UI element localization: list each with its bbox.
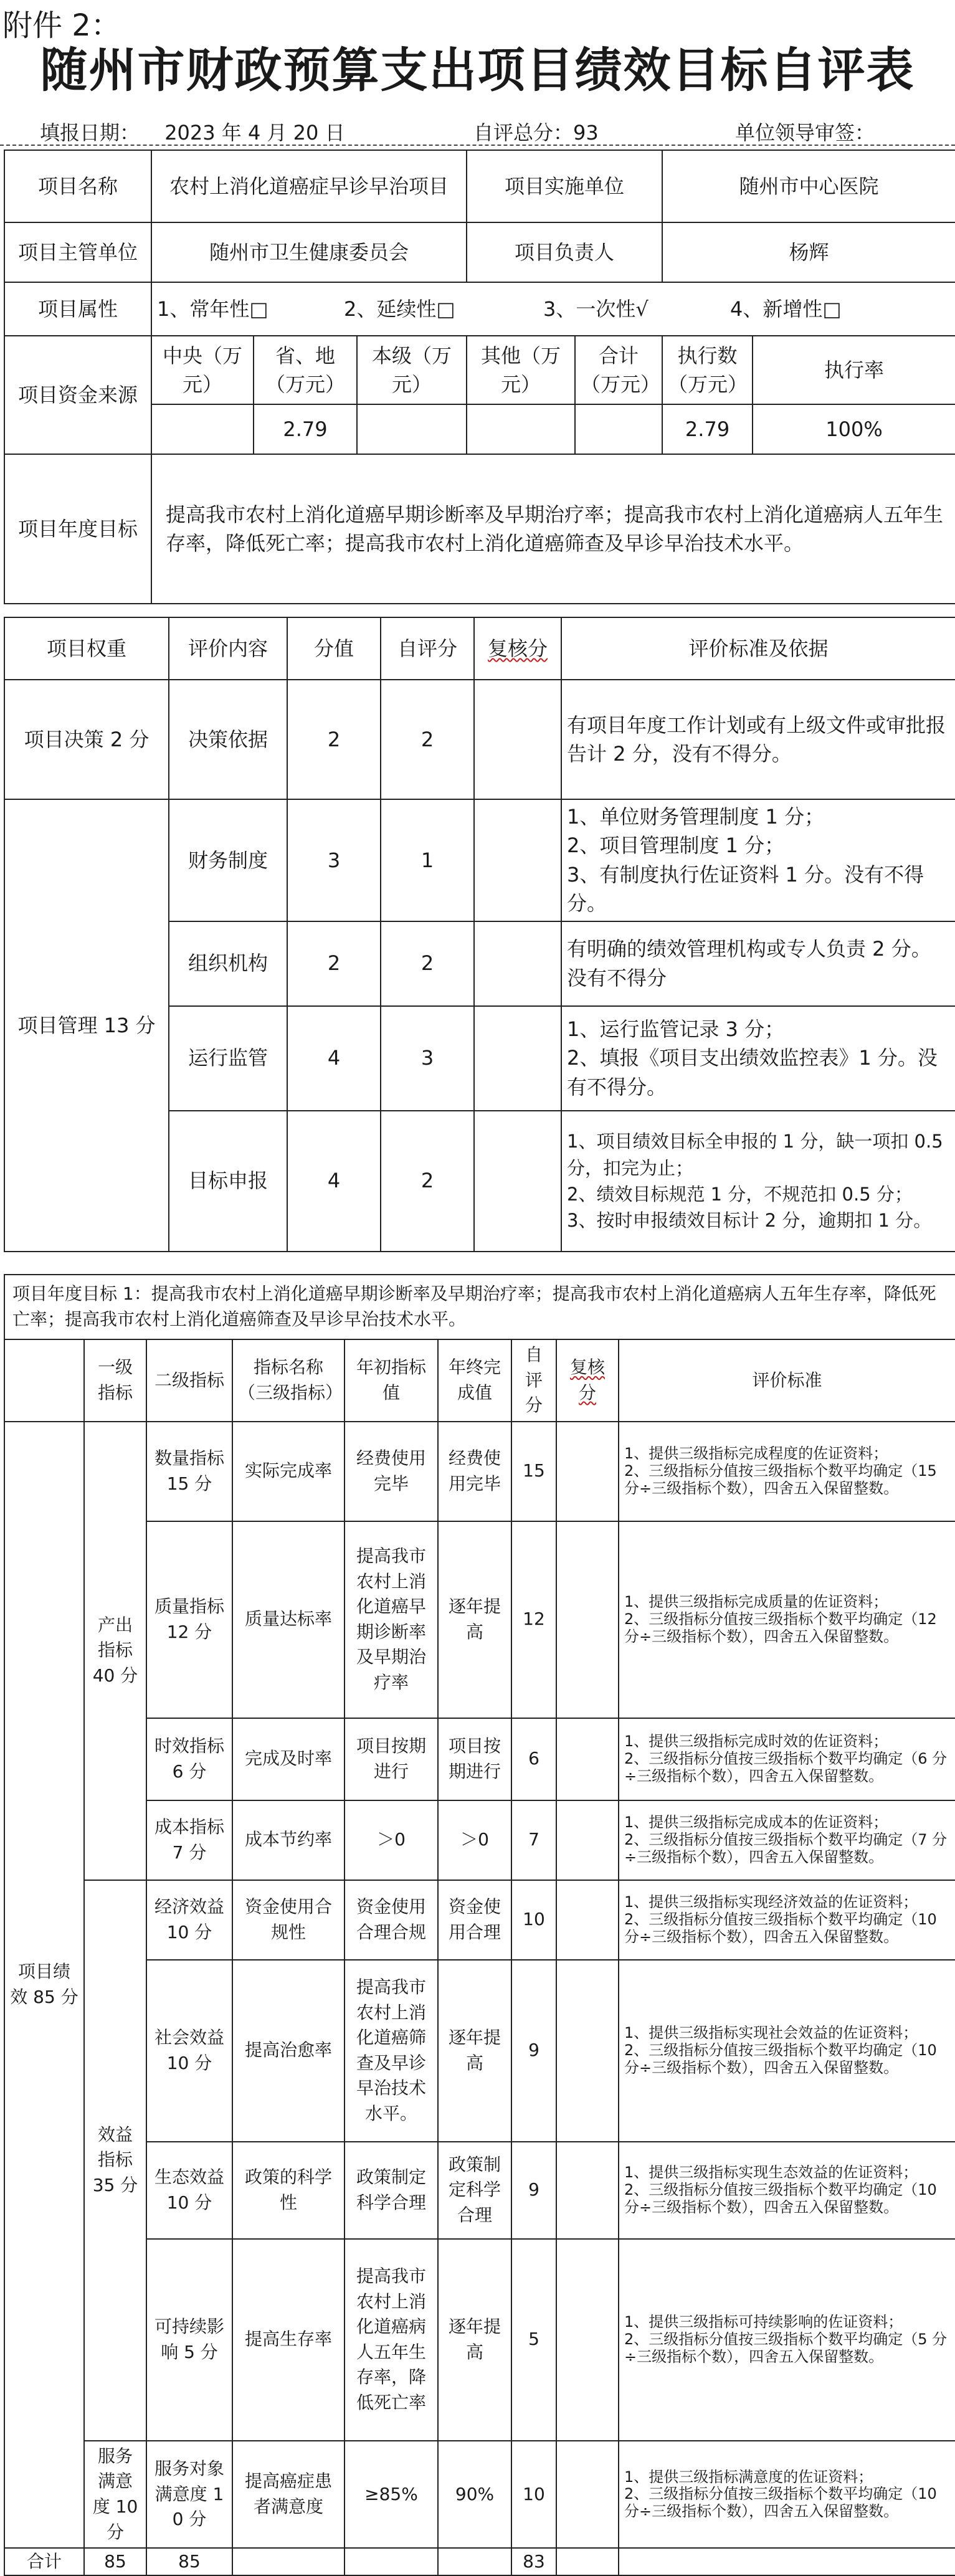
self-score-cell: 9 [511, 1960, 556, 2142]
standard-cell: 1、提供三级指标完成成本的佐证资料； 2、三级指标分值按三级指标个数平均确定（7 分÷三级指标个数），四舍五入保留整数。 [619, 1800, 955, 1880]
empty-cell [344, 2548, 438, 2575]
project-name: 农村上消化道癌症早诊早治项目 [151, 150, 467, 222]
attachment-label: 附件 2： [2, 8, 121, 43]
l2-cell: 社会效益 10 分 [146, 1960, 232, 2142]
fund-value [467, 404, 575, 454]
col-header: 指标名称（三级指标） [232, 1339, 344, 1422]
l2-cell: 质量指标 12 分 [146, 1521, 232, 1718]
col-header: 评价标准 [619, 1339, 955, 1422]
self-score-cell: 2 [381, 1111, 474, 1252]
self-score-cell: 5 [511, 2239, 556, 2441]
review-score-cell [556, 2239, 619, 2441]
l3-cell: 质量达标率 [232, 1521, 344, 1718]
table-row [4, 1718, 955, 1800]
review-header-text: 复核分 [487, 636, 548, 660]
col-header: 年终完成值 [438, 1339, 511, 1422]
col-header [556, 1339, 619, 1422]
mgmt-label: 项目管理 13 分 [4, 799, 169, 1252]
init-cell: 经费使用完毕 [344, 1422, 438, 1521]
total-l2: 85 [146, 2548, 232, 2575]
fund-value: 2.79 [662, 404, 753, 454]
standard-cell: 1、提供三级指标可持续影响的佐证资料； 2、三级指标分值按三级指标个数平均确定（5 分÷三级指标个数），四舍五入保留整数。 [619, 2239, 955, 2441]
fund-value [151, 404, 254, 454]
project-name-label: 项目名称 [4, 150, 151, 222]
empty-cell [438, 2548, 511, 2575]
total-score-value: 93 [573, 121, 599, 145]
annual-goal-label: 项目年度目标 [4, 454, 151, 604]
self-score-cell: 2 [381, 680, 474, 799]
init-cell: 政策制定科学合理 [344, 2142, 438, 2239]
init-cell: 提高我市农村上消化道癌筛查及早诊早治技术水平。 [344, 1960, 438, 2142]
l2-cell: 可持续影响 5 分 [146, 2239, 232, 2441]
self-score-cell: 12 [511, 1521, 556, 1718]
total-label: 合计 [4, 2548, 84, 2575]
final-cell: 逐年提高 [438, 1960, 511, 2142]
dept: 随州市卫生健康委员会 [151, 222, 467, 282]
review-header-text: 复核分 [569, 1357, 605, 1403]
final-cell: 资金使用合理 [438, 1880, 511, 1960]
fill-date-value: 2023 年 4 月 20 日 [164, 121, 345, 145]
final-cell: 经费使用完毕 [438, 1422, 511, 1521]
review-score-cell [556, 1422, 619, 1521]
init-cell: 项目按期进行 [344, 1718, 438, 1800]
fund-header: 中央（万元） [151, 336, 254, 404]
empty-cell [619, 2548, 955, 2575]
decision-label: 项目决策 2 分 [4, 680, 169, 799]
standard-cell: 有明确的绩效管理机构或专人负责 2 分。没有不得分 [561, 921, 955, 1006]
level1-label: 项目绩效 85 分 [4, 1422, 84, 2548]
review-score-cell [556, 1521, 619, 1718]
col-header: 自评分 [381, 617, 474, 680]
blank-corner [4, 1339, 84, 1422]
l3-cell: 资金使用合规性 [232, 1880, 344, 1960]
review-score-cell [474, 1006, 561, 1111]
col-header [474, 617, 561, 680]
table-row [4, 2142, 955, 2239]
content-cell: 财务制度 [169, 799, 287, 921]
fund-value [575, 404, 662, 454]
standard-cell: 1、提供三级指标满意度的佐证资料； 2、三级指标分值按三级指标个数平均确定（10 分÷三级指标个数），四舍五入保留整数。 [619, 2441, 955, 2548]
leader-signoff: 单位领导审签： [735, 121, 875, 145]
l2-cell: 经济效益 10 分 [146, 1880, 232, 1960]
standard-cell: 1、项目绩效目标全申报的 1 分，缺一项扣 0.5 分，扣完为止； 2、绩效目标规范 1 分，不规范扣 0.5 分； 3、按时申报绩效目标计 2 分，逾期扣 1 分。 [561, 1111, 955, 1252]
output-label: 产出指标 40 分 [84, 1422, 146, 1880]
l3-cell: 政策的科学性 [232, 2142, 344, 2239]
review-score-cell [556, 2441, 619, 2548]
score-cell: 2 [287, 680, 381, 799]
self-score-cell: 6 [511, 1718, 556, 1800]
fill-date-label: 填报日期： [40, 121, 140, 145]
fund-header: 本级（万元） [357, 336, 467, 404]
standard-cell: 1、提供三级指标完成时效的佐证资料； 2、三级指标分值按三级指标个数平均确定（6 分÷三级指标个数），四舍五入保留整数。 [619, 1718, 955, 1800]
total-l1: 85 [84, 2548, 146, 2575]
l2-cell: 数量指标 15 分 [146, 1422, 232, 1521]
init-cell: ＞0 [344, 1800, 438, 1880]
review-score-cell [474, 1111, 561, 1252]
leader-label: 项目负责人 [467, 222, 662, 282]
col-header: 评价标准及依据 [561, 617, 955, 680]
self-score-cell: 9 [511, 2142, 556, 2239]
table-row [4, 2441, 955, 2548]
table-row [4, 1800, 955, 1880]
performance-table [4, 1274, 955, 2576]
leader: 杨辉 [662, 222, 955, 282]
col-header: 一级指标 [84, 1339, 146, 1422]
final-cell: 逐年提高 [438, 2239, 511, 2441]
fund-value: 2.79 [254, 404, 357, 454]
init-cell: 提高我市农村上消化道癌早期诊断率及早期治疗率 [344, 1521, 438, 1718]
table-row [4, 1880, 955, 1960]
project-info-table [4, 150, 955, 604]
self-score-cell: 3 [381, 1006, 474, 1111]
self-score-cell: 10 [511, 2441, 556, 2548]
standard-cell: 1、提供三级指标完成程度的佐证资料； 2、三级指标分值按三级指标个数平均确定（15 分÷三级指标个数），四舍五入保留整数。 [619, 1422, 955, 1521]
attr-options [151, 282, 955, 336]
fund-header: 执行率 [753, 336, 955, 404]
l3-cell: 提高治愈率 [232, 1960, 344, 2142]
score-cell: 4 [287, 1111, 381, 1252]
table-row [4, 680, 955, 799]
attr-option: 1、常年性□ [157, 297, 268, 321]
l2-cell: 时效指标 6 分 [146, 1718, 232, 1800]
table-row [4, 799, 955, 921]
fund-value: 100% [753, 404, 955, 454]
l2-cell: 生态效益 10 分 [146, 2142, 232, 2239]
score-cell: 4 [287, 1006, 381, 1111]
standard-cell: 有项目年度工作计划或有上级文件或审批报告计 2 分，没有不得分。 [561, 680, 955, 799]
final-cell: ＞0 [438, 1800, 511, 1880]
empty-cell [556, 2548, 619, 2575]
table-row [4, 1521, 955, 1718]
l3-cell: 完成及时率 [232, 1718, 344, 1800]
table-row [4, 1422, 955, 1521]
final-cell: 逐年提高 [438, 1521, 511, 1718]
impl-unit-label: 项目实施单位 [467, 150, 662, 222]
review-score-cell [556, 2142, 619, 2239]
self-score-cell: 10 [511, 1880, 556, 1960]
attr-option: 2、延续性□ [344, 297, 455, 321]
total-row [4, 2548, 955, 2575]
content-cell: 目标申报 [169, 1111, 287, 1252]
score-cell: 2 [287, 921, 381, 1006]
l2-cell: 成本指标 7 分 [146, 1800, 232, 1880]
fund-header: 合计（万元） [575, 336, 662, 404]
divider [0, 145, 955, 146]
review-score-cell [556, 1800, 619, 1880]
standard-cell: 1、提供三级指标实现经济效益的佐证资料； 2、三级指标分值按三级指标个数平均确定（10 分÷三级指标个数），四舍五入保留整数。 [619, 1880, 955, 1960]
benefit-label: 效益指标 35 分 [84, 1880, 146, 2441]
review-score-cell [556, 1880, 619, 1960]
l3-cell: 提高癌症患者满意度 [232, 2441, 344, 2548]
content-cell: 组织机构 [169, 921, 287, 1006]
standard-cell: 1、提供三级指标完成质量的佐证资料； 2、三级指标分值按三级指标个数平均确定（12 分÷三级指标个数），四舍五入保留整数。 [619, 1521, 955, 1718]
self-score-cell: 7 [511, 1800, 556, 1880]
content-cell: 决策依据 [169, 680, 287, 799]
l3-cell: 提高生存率 [232, 2239, 344, 2441]
empty-cell [232, 2548, 344, 2575]
annual-goal: 提高我市农村上消化道癌早期诊断率及早期治疗率；提高我市农村上消化道癌病人五年生存率，降低死亡率；提高我市农村上消化道癌筛查及早诊早治技术水平。 [151, 454, 955, 604]
fund-header: 执行数（万元） [662, 336, 753, 404]
final-cell: 90% [438, 2441, 511, 2548]
total-score [473, 117, 599, 146]
review-score-cell [474, 799, 561, 921]
fill-date [40, 117, 345, 146]
final-cell: 政策制定科学合理 [438, 2142, 511, 2239]
standard-cell: 1、单位财务管理制度 1 分； 2、项目管理制度 1 分； 3、有制度执行佐证资料 1 分。没有不得分。 [561, 799, 955, 921]
standard-cell: 1、运行监管记录 3 分； 2、填报《项目支出绩效监控表》1 分。没有不得分。 [561, 1006, 955, 1111]
l2-cell: 服务对象满意度 10 分 [146, 2441, 232, 2548]
satisfaction-label: 服务满意度 10 分 [84, 2441, 146, 2548]
col-header: 二级指标 [146, 1339, 232, 1422]
weights-table [4, 617, 955, 1252]
self-score-cell: 2 [381, 921, 474, 1006]
col-header: 年初指标值 [344, 1339, 438, 1422]
attr-label: 项目属性 [4, 282, 151, 336]
table-row [4, 1960, 955, 2142]
attr-option: 4、新增性□ [730, 297, 842, 321]
standard-cell: 1、提供三级指标实现生态效益的佐证资料； 2、三级指标分值按三级指标个数平均确定（10 分÷三级指标个数），四舍五入保留整数。 [619, 2142, 955, 2239]
init-cell: ≥85% [344, 2441, 438, 2548]
col-header: 自评分 [511, 1339, 556, 1422]
total-self-score: 83 [511, 2548, 556, 2575]
total-score-label: 自评总分： [473, 121, 574, 145]
score-cell: 3 [287, 799, 381, 921]
impl-unit: 随州市中心医院 [662, 150, 955, 222]
col-header: 项目权重 [4, 617, 169, 680]
review-score-cell [474, 680, 561, 799]
final-cell: 项目按期进行 [438, 1718, 511, 1800]
dept-label: 项目主管单位 [4, 222, 151, 282]
table-row [4, 2239, 955, 2441]
l3-cell: 成本节约率 [232, 1800, 344, 1880]
fund-header: 其他（万元） [467, 336, 575, 404]
page-title: 随州市财政预算支出项目绩效目标自评表 [40, 42, 915, 98]
fund-header: 省、地（万元） [254, 336, 357, 404]
review-score-cell [556, 1960, 619, 2142]
self-score-cell: 15 [511, 1422, 556, 1521]
self-score-cell: 1 [381, 799, 474, 921]
init-cell: 提高我市农村上消化道癌病人五年生存率，降低死亡率 [344, 2239, 438, 2441]
l3-cell: 实际完成率 [232, 1422, 344, 1521]
review-score-cell [474, 921, 561, 1006]
init-cell: 资金使用合理合规 [344, 1880, 438, 1960]
attr-option: 3、一次性√ [543, 297, 649, 321]
review-score-cell [556, 1718, 619, 1800]
perf-goal: 项目年度目标 1：提高我市农村上消化道癌早期诊断率及早期治疗率；提高我市农村上消化道癌病人五年生存率，降低死亡率；提高我市农村上消化道癌筛查及早诊早治技术水平。 [4, 1275, 955, 1339]
col-header: 评价内容 [169, 617, 287, 680]
col-header: 分值 [287, 617, 381, 680]
content-cell: 运行监管 [169, 1006, 287, 1111]
standard-cell: 1、提供三级指标实现社会效益的佐证资料； 2、三级指标分值按三级指标个数平均确定（10 分÷三级指标个数），四舍五入保留整数。 [619, 1960, 955, 2142]
fund-label: 项目资金来源 [4, 336, 151, 454]
fund-value [357, 404, 467, 454]
